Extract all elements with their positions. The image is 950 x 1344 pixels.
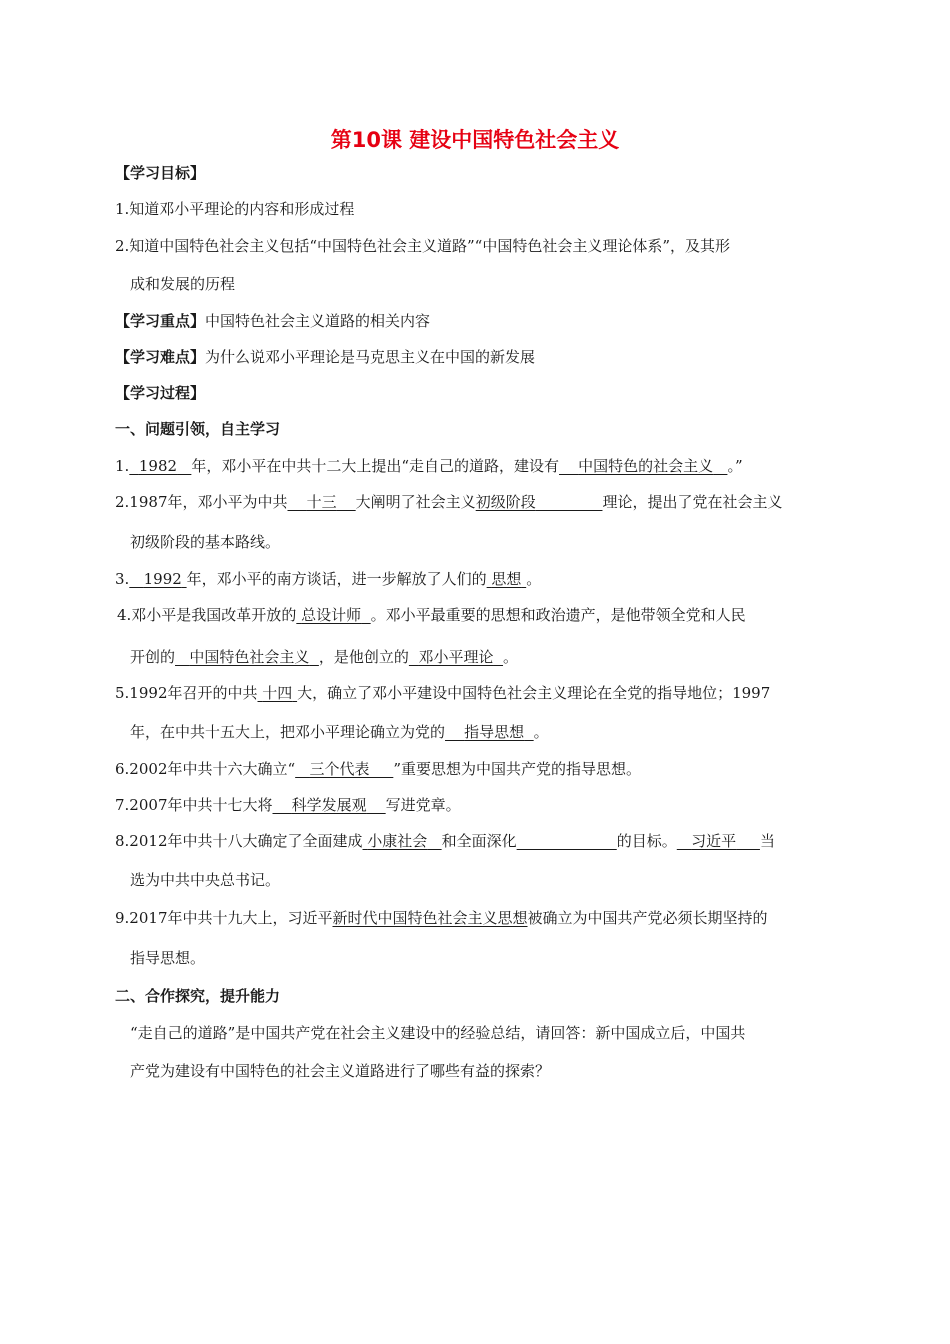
key-point-label: 【学习重点】 [115,312,206,330]
q1-suffix: 。” [727,457,743,475]
difficulty [115,347,535,367]
question-3 [115,569,541,589]
q1-answer-1: 1982 [138,457,178,475]
q2-prefix: 2.1987年，邓小平为中共 [115,493,288,511]
question-4 [117,605,746,625]
objective-2-line1: 2.知道中国特色社会主义包括“中国特色社会主义道路”“中国特色社会主义理论体系”，及其形 [115,237,730,255]
q8-text-2: 的目标。 [616,832,677,850]
q6-suffix: ”重要思想为中国共产党的指导思想。 [393,760,641,778]
q9-answer-1: 新时代中国特色社会主义思想 [332,909,528,927]
q5-answer-1: 十四 [262,684,293,702]
objective-1: 1.知道邓小平理论的内容和形成过程 [115,200,355,218]
q1-prefix: 1. [115,457,130,475]
question-8 [115,831,775,851]
section2-question-line1: “走自己的道路”是中国共产党在社会主义建设中的经验总结，请回答：新中国成立后，中国共 [130,1024,746,1042]
q8-answer-1: 小康社会 [367,832,428,850]
q4-line2-prefix: 开创的 [130,648,176,666]
question-4-line2 [130,647,518,667]
question-5-line2 [130,722,549,742]
question-8-line2: 选为中共中央总书记。 [130,871,281,889]
q6-prefix: 6.2002年中共十六大确立“ [115,760,296,778]
objective-2-line2: 成和发展的历程 [130,275,236,293]
q5-answer-2: 指导思想 [464,723,525,741]
q9-suffix: 被确立为中国共产党必须长期坚持的 [527,909,768,927]
q7-answer-1: 科学发展观 [291,796,367,814]
q2-text: 大阐明了社会主义 [355,493,476,511]
q9-prefix: 9.2017年中共十九大上，习近平 [115,909,333,927]
q5-text: 大，确立了邓小平建设中国特色社会主义理论在全党的指导地位；1997 [297,684,771,702]
q4-text: 。邓小平最重要的思想和政治遗产，是他带领全党和人民 [370,606,746,624]
question-5 [115,683,770,703]
q5-line2-prefix: 年，在中共十五大上，把邓小平理论确立为党的 [130,723,446,741]
q5-prefix: 5.1992年召开的中共 [115,684,258,702]
section1-heading: 一、问题引领，自主学习 [115,420,281,438]
q4-line2-text: ，是他创立的 [318,648,409,666]
question-2-line2: 初级阶段的基本路线。 [130,533,281,551]
q7-prefix: 7.2007年中共十七大将 [115,796,273,814]
q2-answer-1: 十三 [306,493,337,511]
q4-answer-3: 邓小平理论 [418,648,494,666]
q8-text: 和全面深化 [441,832,517,850]
section2-question-line2: 产党为建设有中国特色的社会主义道路进行了哪些有益的探索？ [130,1062,551,1080]
process-heading: 【学习过程】 [115,384,206,402]
q8-answer-2: 习近平 [691,832,737,850]
q3-prefix: 3. [115,570,130,588]
question-7 [115,795,461,815]
difficulty-text: 为什么说邓小平理论是马克思主义在中国的新发展 [205,348,536,366]
key-point-text: 中国特色社会主义道路的相关内容 [205,312,431,330]
objectives-heading: 【学习目标】 [115,164,206,182]
q1-text: 年，邓小平在中共十二大上提出“走自己的道路，建设有 [191,457,560,475]
q4-answer-2: 中国特色社会主义 [189,648,310,666]
lesson-title: 第10课 建设中国特色社会主义 [330,128,620,152]
q4-line2-suffix: 。 [503,648,519,666]
difficulty-label: 【学习难点】 [115,348,206,366]
q4-answer-1: 总设计师 [301,606,362,624]
q7-suffix: 写进党章。 [385,796,461,814]
q3-text: 年，邓小平的南方谈话，进一步解放了人们的 [186,570,487,588]
key-point [115,311,430,331]
section2-heading: 二、合作探究，提升能力 [115,987,281,1005]
question-1 [115,456,743,476]
q8-blank [517,832,617,850]
q3-answer-1: 1992 [143,570,182,588]
q8-prefix: 8.2012年中共十八大确定了全面建成 [115,832,363,850]
question-9-line2: 指导思想。 [130,949,206,967]
q5-line2-suffix: 。 [533,723,549,741]
q2-suffix: 理论，提出了党在社会主义 [602,493,783,511]
q1-answer-2: 中国特色的社会主义 [578,457,714,475]
q2-answer-2: 初级阶段 [475,493,536,511]
question-6 [115,759,641,779]
q3-suffix: 。 [526,570,542,588]
question-9 [115,908,768,928]
q4-prefix: 4.邓小平是我国改革开放的 [117,606,297,624]
question-2 [115,492,782,512]
q3-answer-2: 思想 [491,570,522,588]
q6-answer-1: 三个代表 [309,760,370,778]
q8-suffix: 当 [759,832,775,850]
